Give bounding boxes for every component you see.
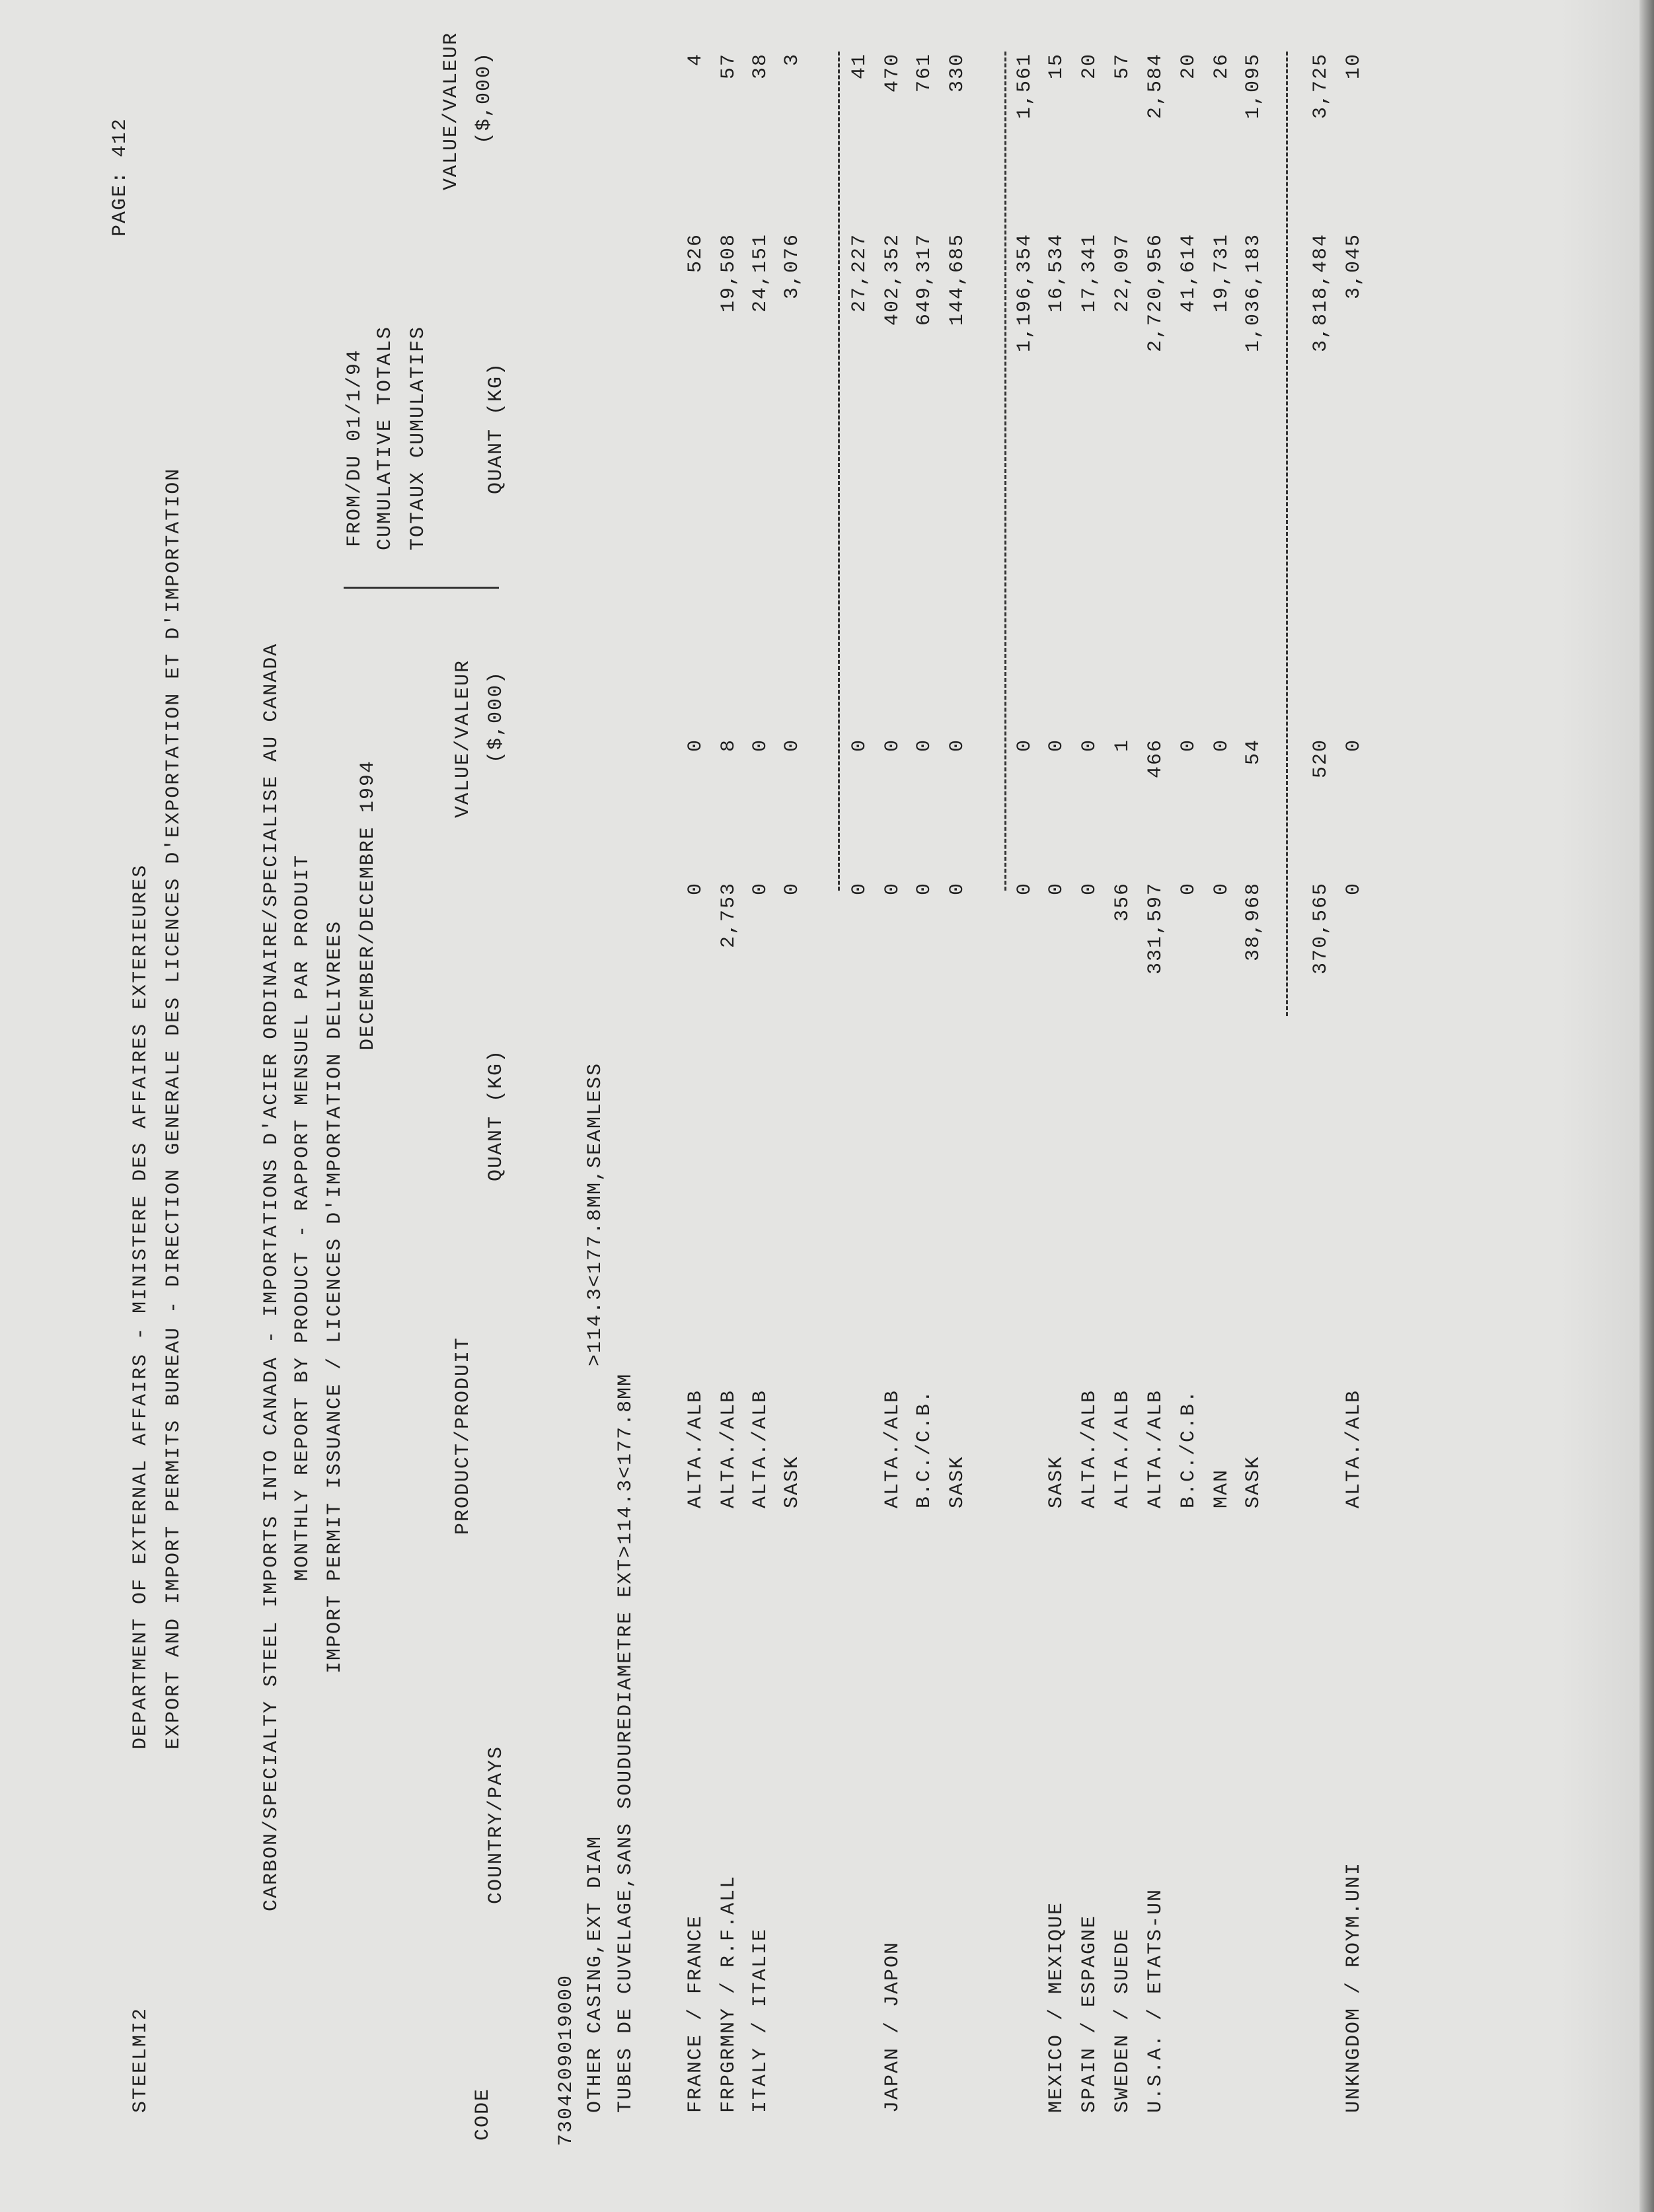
row-country: JAPAN / JAPON <box>882 1940 904 2113</box>
row-quantity-month: 0 <box>749 882 772 896</box>
column-header-product: PRODUCT/PRODUIT <box>452 1336 474 1535</box>
row-country: SPAIN / ESPAGNE <box>1078 1914 1101 2113</box>
row-quantity-cumulative: 16,534 <box>1045 233 1068 313</box>
row-quantity-month: 0 <box>1343 882 1365 896</box>
row-value-cumulative: 57 <box>1111 53 1134 80</box>
row-value-month: 0 <box>913 739 936 753</box>
row-province: SASK <box>781 1455 804 1508</box>
row-quantity-cumulative: 3,045 <box>1343 233 1365 300</box>
row-value-month: 8 <box>718 739 740 753</box>
subtotal-separator <box>838 52 840 891</box>
row-quantity-month: 0 <box>1045 882 1068 896</box>
row-value-cumulative: 1,095 <box>1242 53 1265 120</box>
row-quantity-month: 38,968 <box>1242 882 1265 962</box>
page-number: PAGE: 412 <box>109 117 132 237</box>
row-country: SWEDEN / SUEDE <box>1111 1927 1134 2113</box>
row-value-cumulative: 15 <box>1045 53 1068 80</box>
row-quantity-cumulative: 3,818,484 <box>1310 233 1332 353</box>
product-description-en: OTHER CASING,EXT DIAM <box>584 1835 607 2113</box>
row-value-month: 0 <box>685 739 707 753</box>
row-quantity-cumulative: 2,720,956 <box>1145 233 1167 353</box>
row-province: ALTA./ALB <box>1078 1389 1101 1508</box>
column-header-value-month: VALUE/VALEUR <box>452 659 474 819</box>
row-value-cumulative: 3,725 <box>1310 53 1332 120</box>
header-divider <box>344 587 499 589</box>
row-value-month: 0 <box>749 739 772 753</box>
row-quantity-cumulative: 3,076 <box>781 233 804 300</box>
report-title: CARBON/SPECIALTY STEEL IMPORTS INTO CANADA - IMPORTATIONS D'ACIER ORDINAIRE/SPECIALISE AU CANADA <box>260 642 283 1911</box>
row-value-month: 0 <box>1045 739 1068 753</box>
row-value-cumulative: 26 <box>1211 53 1233 80</box>
row-province: MAN <box>1211 1468 1233 1508</box>
report-permit-line: IMPORT PERMIT ISSUANCE / LICENCES D'IMPORTATION DELIVREES <box>324 920 346 1674</box>
row-value-cumulative: 761 <box>913 53 936 93</box>
row-province: ALTA./ALB <box>882 1389 904 1508</box>
row-value-cumulative: 470 <box>882 53 904 93</box>
row-province: B.C./C.B. <box>1178 1389 1200 1508</box>
row-value-month: 466 <box>1145 739 1167 779</box>
row-value-cumulative: 38 <box>749 53 772 80</box>
bureau-line: EXPORT AND IMPORT PERMITS BUREAU - DIRECTION GENERALE DES LICENCES D'EXPORTATION ET D'IMPORTATION <box>163 467 185 1750</box>
row-country: MEXICO / MEXIQUE <box>1045 1901 1068 2113</box>
row-value-month: 0 <box>1014 739 1036 753</box>
row-country: U.S.A. / ETATS-UN <box>1145 1888 1167 2113</box>
row-province: ALTA./ALB <box>718 1389 740 1508</box>
cumulative-totals-en: CUMULATIVE TOTALS <box>374 325 396 550</box>
row-province: SASK <box>1045 1455 1068 1508</box>
row-quantity-cumulative: 17,341 <box>1078 233 1101 313</box>
row-value-month: 0 <box>1211 739 1233 753</box>
row-quantity-month: 0 <box>946 882 969 896</box>
row-quantity-month: 2,753 <box>718 882 740 949</box>
row-quantity-cumulative: 27,227 <box>848 233 871 313</box>
row-province: ALTA./ALB <box>1343 1389 1365 1508</box>
row-quantity-cumulative: 24,151 <box>749 233 772 313</box>
column-header-value-cumulative-unit: ($,000) <box>473 52 496 145</box>
row-quantity-month: 331,597 <box>1145 882 1167 975</box>
row-province: ALTA./ALB <box>1145 1389 1167 1508</box>
row-quantity-month: 0 <box>882 882 904 896</box>
row-quantity-month: 0 <box>848 882 871 896</box>
report-subtitle: MONTHLY REPORT BY PRODUCT - RAPPORT MENSUEL PAR PRODUIT <box>291 854 314 1581</box>
row-value-cumulative: 1,561 <box>1014 53 1036 120</box>
row-value-cumulative: 57 <box>718 53 740 80</box>
row-quantity-cumulative: 144,685 <box>946 233 969 326</box>
row-quantity-month: 0 <box>913 882 936 896</box>
row-value-cumulative: 20 <box>1178 53 1200 80</box>
row-quantity-cumulative: 649,317 <box>913 233 936 326</box>
row-value-month: 0 <box>1343 739 1365 753</box>
row-value-month: 0 <box>882 739 904 753</box>
row-quantity-month: 0 <box>685 882 707 896</box>
column-header-quant-cumulative: QUANT (KG) <box>485 361 507 494</box>
row-quantity-cumulative: 19,508 <box>718 233 740 313</box>
row-country: FRANCE / FRANCE <box>685 1914 707 2113</box>
product-description-fr: TUBES DE CUVELAGE,SANS SOUDUREDIAMETRE EXT>114.3<177.8MM <box>615 1372 637 2113</box>
row-value-cumulative: 330 <box>946 53 969 93</box>
row-value-cumulative: 4 <box>685 53 707 67</box>
row-quantity-month: 0 <box>1014 882 1036 896</box>
row-value-cumulative: 10 <box>1343 53 1365 80</box>
row-quantity-cumulative: 22,097 <box>1111 233 1134 313</box>
row-country: FRPGRMNY / R.F.ALL <box>718 1874 740 2113</box>
row-quantity-month: 0 <box>781 882 804 896</box>
row-quantity-month: 0 <box>1211 882 1233 896</box>
row-province: ALTA./ALB <box>685 1389 707 1508</box>
row-country: ITALY / ITALIE <box>749 1927 772 2113</box>
row-quantity-cumulative: 41,614 <box>1178 233 1200 313</box>
column-header-value-month-unit: ($,000) <box>485 671 507 764</box>
row-quantity-month: 356 <box>1111 882 1134 922</box>
row-quantity-cumulative: 1,036,183 <box>1242 233 1265 353</box>
row-quantity-cumulative: 402,352 <box>882 233 904 326</box>
row-province: SASK <box>1242 1455 1265 1508</box>
product-description-spec: >114.3<177.8MM,SEAMLESS <box>584 1062 607 1366</box>
row-value-cumulative: 20 <box>1078 53 1101 80</box>
subtotal-separator <box>1286 52 1288 1016</box>
row-quantity-month: 0 <box>1078 882 1101 896</box>
subtotal-separator <box>1004 52 1006 891</box>
row-quantity-month: 0 <box>1178 882 1200 896</box>
row-province: SASK <box>946 1455 969 1508</box>
row-province: ALTA./ALB <box>1111 1389 1134 1508</box>
row-value-month: 0 <box>781 739 804 753</box>
report-period: DECEMBER/DECEMBRE 1994 <box>357 759 379 1051</box>
row-value-month: 0 <box>1178 739 1200 753</box>
column-header-country: COUNTRY/PAYS <box>485 1745 507 1904</box>
column-header-quant-month: QUANT (KG) <box>485 1049 507 1181</box>
row-value-month: 54 <box>1242 739 1265 766</box>
row-quantity-cumulative: 19,731 <box>1211 233 1233 313</box>
product-code: 7304209019000 <box>555 1973 578 2146</box>
row-value-month: 1 <box>1111 739 1134 753</box>
row-value-month: 520 <box>1310 739 1332 779</box>
column-header-value-cumulative: VALUE/VALEUR <box>440 32 463 191</box>
department-line: DEPARTMENT OF EXTERNAL AFFAIRS - MINISTERE DES AFFAIRES EXTERIEURES <box>130 864 152 1750</box>
row-value-month: 0 <box>946 739 969 753</box>
row-province: B.C./C.B. <box>913 1389 936 1508</box>
row-value-month: 0 <box>848 739 871 753</box>
row-country: UNKNGDOM / ROYM.UNI <box>1343 1861 1365 2113</box>
row-value-cumulative: 3 <box>781 53 804 67</box>
row-quantity-cumulative: 526 <box>685 233 707 274</box>
row-quantity-cumulative: 1,196,354 <box>1014 233 1036 353</box>
row-value-cumulative: 2,584 <box>1145 53 1167 120</box>
column-header-code: CODE <box>472 2087 494 2141</box>
report-id: STEELMI2 <box>130 2007 152 2113</box>
cumulative-from: FROM/DU 01/1/94 <box>344 348 366 547</box>
cumulative-totals-fr: TOTAUX CUMULATIFS <box>407 325 430 550</box>
row-value-cumulative: 41 <box>848 53 871 80</box>
row-value-month: 0 <box>1078 739 1101 753</box>
row-quantity-month: 370,565 <box>1310 882 1332 975</box>
row-province: ALTA./ALB <box>749 1389 772 1508</box>
